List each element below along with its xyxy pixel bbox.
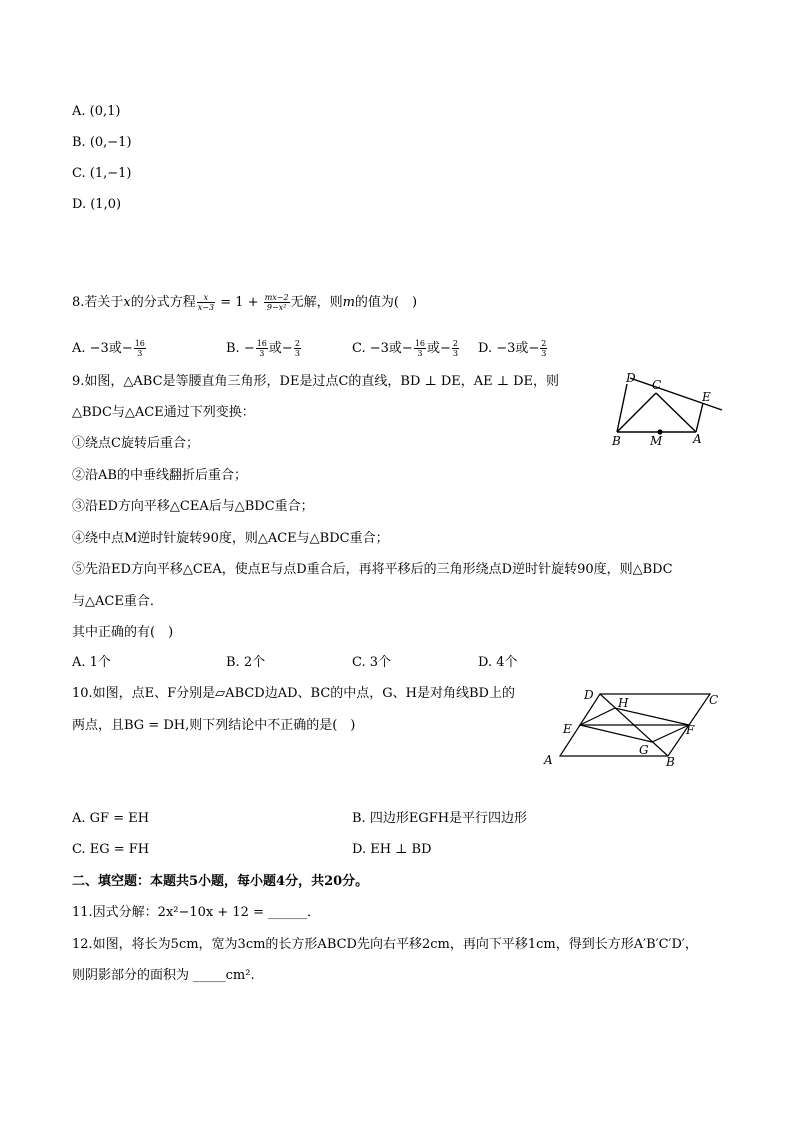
- label-d: D: [626, 371, 636, 385]
- q9-item-2: ②沿AB的中垂线翻折后重合；: [72, 468, 247, 483]
- q10-option-d: D. EH ⊥ BD: [352, 842, 432, 857]
- q8-fraction-2: $\frac{mx-2}{\text{9−x²}}$: [264, 293, 289, 312]
- label-a: A: [544, 753, 553, 767]
- q7-option-a: A. (0,1): [72, 104, 121, 119]
- q9-option-a: A. 1个: [72, 655, 111, 670]
- q9-option-d: D. 4个: [478, 655, 518, 670]
- q10-option-b: B. 四边形EGFH是平行四边形: [352, 811, 528, 826]
- label-a: A: [693, 432, 702, 446]
- q9-question: 其中正确的有( ): [72, 625, 174, 640]
- label-c: C: [709, 693, 719, 707]
- q10-option-a: A. GF = EH: [72, 811, 150, 826]
- q10-figure: [540, 684, 730, 770]
- q8-option-c: C. −3或− $\frac{16}{3}$ 或− $\frac{2}{3}$: [352, 339, 458, 358]
- label-m: M: [650, 434, 663, 448]
- label-b: B: [612, 434, 621, 448]
- q8-option-b: B. − $\frac{16}{3}$ 或− $\frac{2}{3}$: [226, 339, 300, 358]
- q9-item-5-cont: 与△ACE重合．: [72, 594, 163, 609]
- q10-stem-line2: 两点，且BG = DH,则下列结论中不正确的是( ): [72, 718, 356, 733]
- q12-stem-line1: 12.如图，将长为5cm，宽为3cm的长方形ABCD先向右平移2cm，再向下平移1cm，得到长方形A′B′C′D′，: [72, 937, 698, 952]
- label-d: D: [584, 688, 594, 702]
- q9-item-3: ③沿ED方向平移△CEA后与△BDC重合；: [72, 499, 314, 514]
- label-g: G: [639, 743, 649, 757]
- line-bd: [617, 384, 627, 432]
- label-c: C: [652, 378, 662, 392]
- label-h: H: [618, 696, 629, 710]
- q9-option-b: B. 2个: [226, 655, 266, 670]
- q12-stem-line2: 则阴影部分的面积为 _____cm².: [72, 968, 255, 983]
- q8-stem: 8.若关于x的分式方程 $\frac{x}{x-3}$ = 1 + $\frac{mx-2}{\text{9−x²}}$ 无解，则m的值为( ): [72, 293, 418, 312]
- section-heading: 二、填空题：本题共5小题，每小题4分，共20分。: [72, 874, 369, 889]
- q10-option-c: C. EG = FH: [72, 842, 150, 857]
- label-e: E: [563, 722, 572, 736]
- q9-item-1: ①绕点C旋转后重合；: [72, 436, 199, 451]
- line-ae: [696, 403, 703, 432]
- label-e: E: [702, 390, 711, 404]
- label-f: F: [686, 723, 695, 737]
- q8-option-a: A. −3或− $\frac{16}{3}$: [72, 339, 145, 358]
- q7-option-c: C. (1,−1): [72, 166, 132, 181]
- q9-stem-line2: △BDC与△ACE通过下列变换：: [72, 405, 255, 420]
- label-b: B: [666, 755, 675, 769]
- q8-fraction-1: $\frac{x}{x-3}$: [197, 293, 215, 312]
- q7-option-d: D. (1,0): [72, 197, 122, 212]
- q9-stem-line1: 9.如图，△ABC是等腰直角三角形，DE是过点C的直线，BD ⊥ DE，AE ⊥ DE，则: [72, 374, 560, 389]
- q9-item-5: ⑤先沿ED方向平移△CEA，使点E与点D重合后，再将平移后的三角形绕点D逆时针旋转90度，则△BDC: [72, 562, 673, 577]
- q9-item-4: ④绕中点M逆时针旋转90度，则△ACE与△BDC重合；: [72, 531, 389, 546]
- q9-figure: [600, 368, 730, 450]
- q9-option-c: C. 3个: [352, 655, 392, 670]
- line-bc: [617, 393, 656, 432]
- q11-stem: 11.因式分解：2x²−10x + 12 = ______．: [72, 905, 321, 920]
- q8-option-d: D. −3或− $\frac{2}{3}$: [478, 339, 547, 358]
- q10-stem-line1: 10.如图，点E、F分别是▱ABCD边AD、BC的中点，G、H是对角线BD上的: [72, 686, 515, 701]
- q7-option-b: B. (0,−1): [72, 135, 132, 150]
